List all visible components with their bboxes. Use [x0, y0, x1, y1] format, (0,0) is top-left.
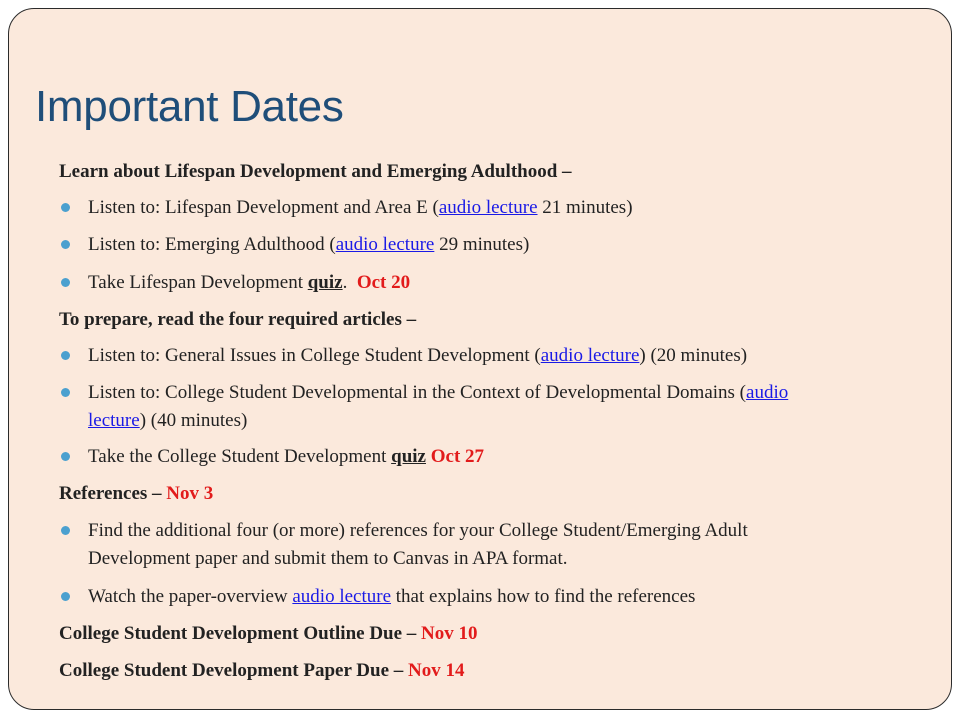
- section-heading-references: References – Nov 3: [59, 483, 214, 504]
- outline-due-line: College Student Development Outline Due – Nov 10: [59, 623, 478, 644]
- due-date: Oct 20: [356, 272, 411, 293]
- list-item: Find the additional four (or more) references for your College Student/Emerging Adult: [88, 520, 748, 541]
- section-heading-articles: To prepare, read the four required articles –: [59, 309, 417, 330]
- bullet-icon: [61, 592, 70, 601]
- bullet-icon: [61, 351, 70, 360]
- list-item: Listen to: College Student Developmental in the Context of Developmental Domains (audio: [88, 382, 789, 403]
- audio-lecture-link[interactable]: audio lecture: [438, 197, 538, 218]
- due-date: Nov 3: [166, 483, 214, 504]
- audio-lecture-link[interactable]: lecture: [88, 410, 140, 431]
- quiz-link[interactable]: quiz: [307, 272, 343, 293]
- due-date: Nov 14: [408, 660, 465, 681]
- list-item: Listen to: Lifespan Development and Area E (audio lecture 21 minutes): [88, 197, 633, 218]
- quiz-link[interactable]: quiz: [391, 446, 426, 467]
- due-date: Nov 10: [421, 623, 478, 644]
- list-item-continuation: Development paper and submit them to Canvas in APA format.: [88, 548, 568, 569]
- list-item: Listen to: Emerging Adulthood (audio lecture 29 minutes): [88, 234, 530, 255]
- audio-lecture-link[interactable]: audio lecture: [335, 234, 435, 255]
- bullet-icon: [61, 388, 70, 397]
- bullet-icon: [61, 278, 70, 287]
- list-item: Watch the paper-overview audio lecture that explains how to find the references: [88, 586, 696, 607]
- list-item-continuation: lecture) (40 minutes): [88, 410, 248, 431]
- audio-lecture-link[interactable]: audio lecture: [540, 345, 640, 366]
- bullet-icon: [61, 452, 70, 461]
- bullet-icon: [61, 203, 70, 212]
- list-item: Listen to: General Issues in College Student Development (audio lecture) (20 minutes): [88, 345, 748, 366]
- audio-lecture-link[interactable]: audio: [746, 382, 789, 403]
- bullet-icon: [61, 526, 70, 535]
- bullet-icon: [61, 240, 70, 249]
- due-date: Oct 27: [430, 446, 485, 467]
- paper-due-line: College Student Development Paper Due – Nov 14: [59, 660, 465, 681]
- list-item: Take Lifespan Development quiz. Oct 20: [88, 272, 411, 293]
- audio-lecture-link[interactable]: audio lecture: [292, 586, 392, 607]
- section-heading-lifespan: Learn about Lifespan Development and Emerging Adulthood –: [59, 161, 572, 182]
- slide-title: Important Dates: [35, 82, 344, 131]
- list-item: Take the College Student Development quiz Oct 27: [88, 446, 485, 467]
